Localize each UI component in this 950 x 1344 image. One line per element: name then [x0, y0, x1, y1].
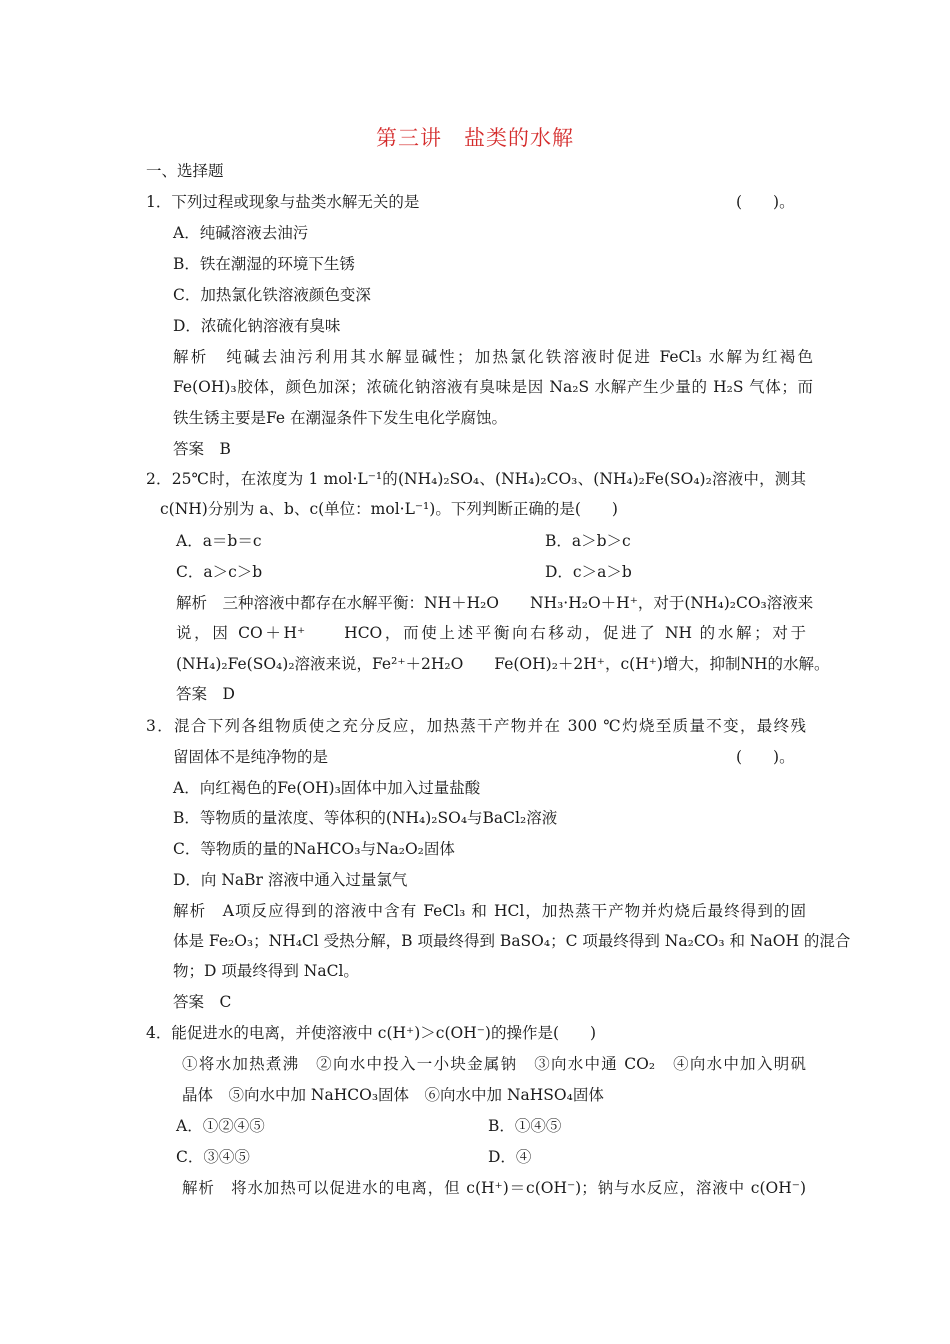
q1-analysis-line1: 解析 纯碱去油污利用其水解显碱性；加热氯化铁溶液时促进 FeCl₃ 水解为红褐色	[173, 348, 813, 366]
q1-analysis-line2: Fe(OH)₃胶体，颜色加深；浓硫化钠溶液有臭味是因 Na₂S 水解产生少量的 H₂S 气体；而	[173, 378, 813, 396]
q2-stem-line2: c(NH)分别为 a、b、c(单位：mol·L⁻¹)。下列判断正确的是( )	[160, 500, 618, 518]
q2-stem-line1: 2．25℃时，在浓度为 1 mol·L⁻¹的(NH₄)₂SO₄、(NH₄)₂CO₃、(NH₄)₂Fe(SO₄)₂溶液中，测其	[146, 470, 806, 488]
q1-answer: 答案 B	[173, 440, 231, 458]
q4-stem: 4．能促进水的电离，并使溶液中 c(H⁺)＞c(OH⁻)的操作是( )	[146, 1024, 597, 1042]
q4-option-b: B．①④⑤	[488, 1117, 562, 1135]
q1-option-b: B．铁在潮湿的环境下生锈	[173, 255, 355, 273]
q3-analysis-line2: 体是 Fe₂O₃；NH₄Cl 受热分解，B 项最终得到 BaSO₄；C 项最终得到 Na₂CO₃ 和 NaOH 的混合	[173, 932, 851, 950]
section-heading: 一、选择题	[146, 162, 224, 180]
q4-option-a: A．①②④⑤	[176, 1117, 265, 1135]
q1-option-a: A．纯碱溶液去油污	[173, 224, 309, 242]
q2-option-b: B．a＞b＞c	[545, 532, 631, 550]
q2-option-a: A．a＝b＝c	[176, 532, 262, 550]
q1-blank: ( )。	[736, 193, 795, 211]
q4-analysis-line1: 解析 将水加热可以促进水的电离，但 c(H⁺)＝c(OH⁻)；钠与水反应，溶液中 c(OH⁻)	[182, 1179, 806, 1197]
q2-analysis-line3: (NH₄)₂Fe(SO₄)₂溶液来说，Fe²⁺＋2H₂O Fe(OH)₂＋2H⁺，c(H⁺)增大，抑制NH的水解。	[176, 655, 830, 673]
q3-analysis-line3: 物；D 项最终得到 NaCl。	[173, 962, 359, 980]
page-title: 第三讲 盐类的水解	[376, 126, 574, 150]
q2-option-d: D．c＞a＞b	[545, 563, 632, 581]
q4-items-line2: 晶体 ⑤向水中加 NaHCO₃固体 ⑥向水中加 NaHSO₄固体	[182, 1086, 604, 1104]
q2-answer: 答案 D	[176, 685, 235, 703]
q1-analysis-line3: 铁生锈主要是Fe 在潮湿条件下发生电化学腐蚀。	[173, 409, 508, 427]
q3-option-b: B．等物质的量浓度、等体积的(NH₄)₂SO₄与BaCl₂溶液	[173, 809, 558, 827]
q4-option-d: D．④	[488, 1148, 532, 1166]
q3-option-a: A．向红褐色的Fe(OH)₃固体中加入过量盐酸	[173, 779, 481, 797]
q3-answer: 答案 C	[173, 993, 232, 1011]
q3-option-c: C．等物质的量的NaHCO₃与Na₂O₂固体	[173, 840, 455, 858]
q3-blank: ( )。	[736, 748, 795, 766]
q4-option-c: C．③④⑤	[176, 1148, 250, 1166]
q3-option-d: D．向 NaBr 溶液中通入过量氯气	[173, 871, 408, 889]
q1-stem: 1．下列过程或现象与盐类水解无关的是	[146, 193, 420, 211]
q3-stem-line1: 3．混合下列各组物质使之充分反应，加热蒸干产物并在 300 ℃灼烧至质量不变，最终残	[146, 717, 806, 735]
q1-option-c: C．加热氯化铁溶液颜色变深	[173, 286, 371, 304]
q1-option-d: D．浓硫化钠溶液有臭味	[173, 317, 341, 335]
q3-analysis-line1: 解析 A项反应得到的溶液中含有 FeCl₃ 和 HCl，加热蒸干产物并灼烧后最终得到的固	[173, 902, 806, 920]
q2-analysis-line2: 说，因 CO＋H⁺ HCO，而使上述平衡向右移动，促进了 NH 的水解；对于	[176, 624, 806, 642]
q3-stem-line2: 留固体不是纯净物的是	[173, 748, 329, 766]
q4-items-line1: ①将水加热煮沸 ②向水中投入一小块金属钠 ③向水中通 CO₂ ④向水中加入明矾	[182, 1055, 806, 1073]
q2-option-c: C．a＞c＞b	[176, 563, 263, 581]
q2-analysis-line1: 解析 三种溶液中都存在水解平衡：NH＋H₂O NH₃·H₂O＋H⁺，对于(NH₄)₂CO₃溶液来	[176, 594, 814, 612]
